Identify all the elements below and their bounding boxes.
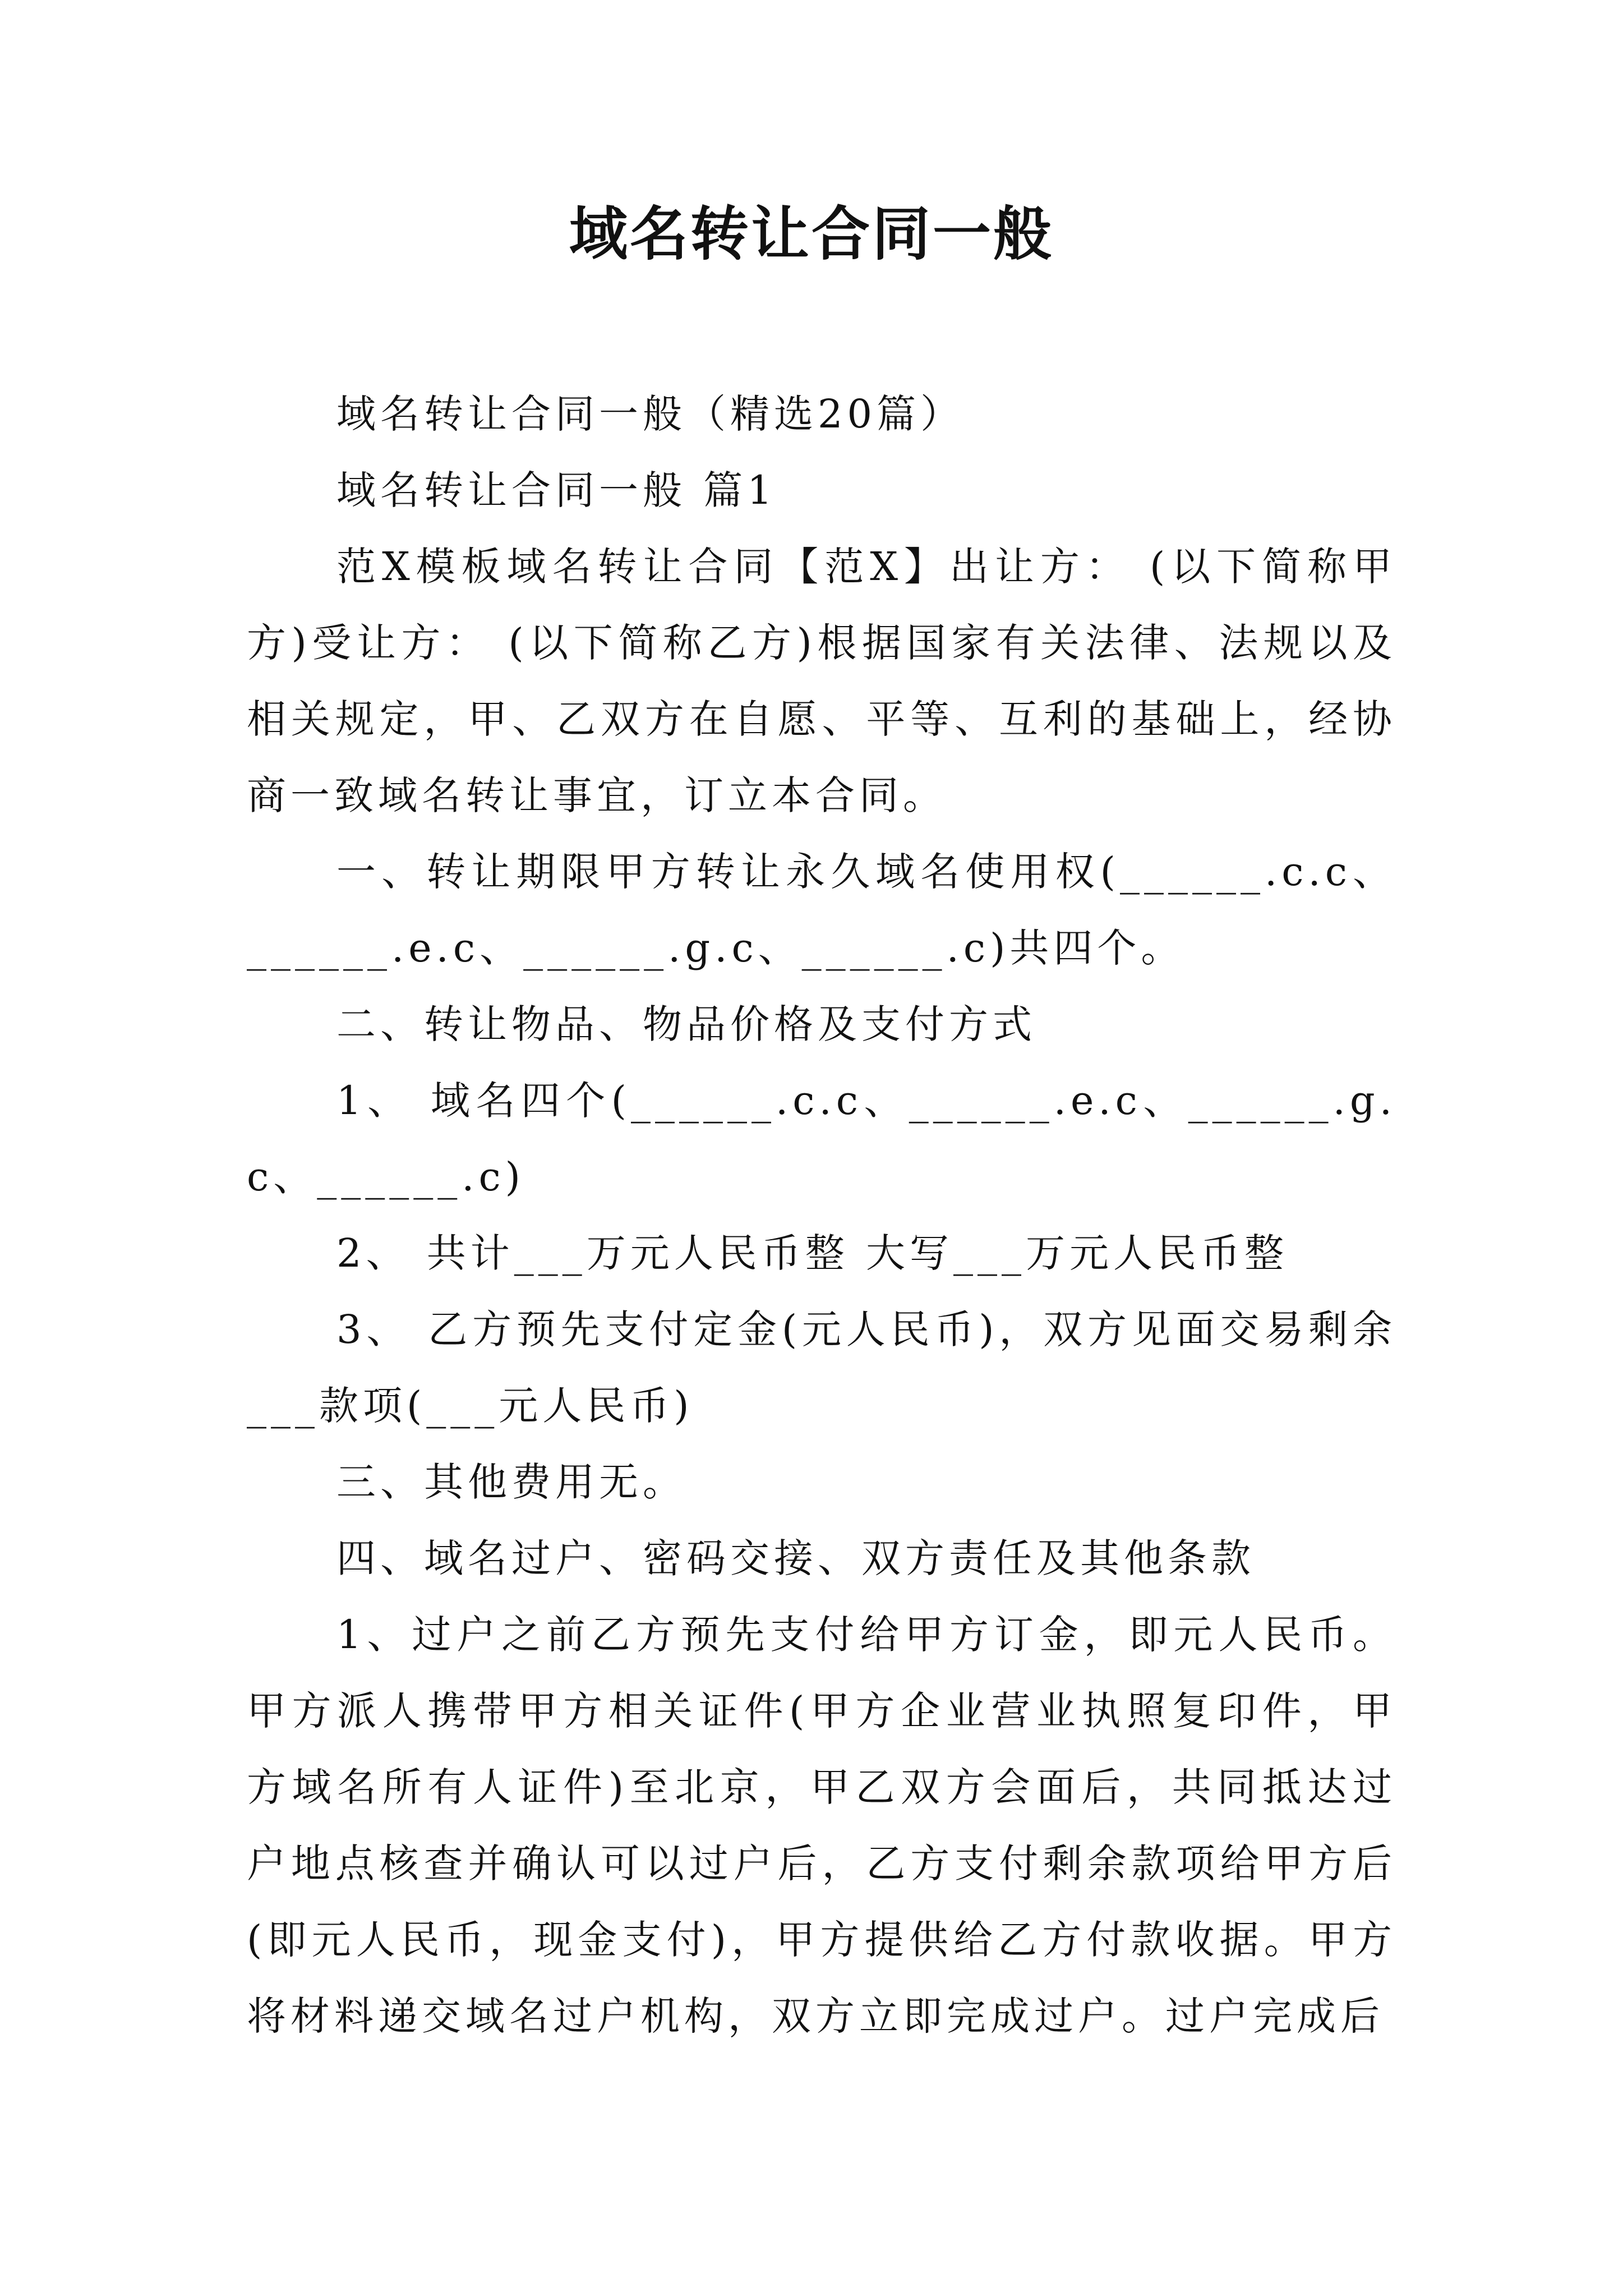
- paragraph-preamble: 范X模板域名转让合同【范X】出让方： (以下简称甲方)受让方： (以下简称乙方)根据国家有关法律、法规以及相关规定，甲、乙双方在自愿、平等、互利的基础上，经协商一致域名转让事宜，订立本合同。: [247, 544, 1396, 818]
- paragraph-section-heading: 域名转让合同一般 篇1: [336, 467, 777, 513]
- paragraph-clause-3: 三、其他费用无。: [336, 1459, 686, 1505]
- paragraph-clause-2-item-2: 2、 共计___万元人民币整 大写___万元人民币整: [336, 1230, 1289, 1276]
- paragraph-clause-4-item-1: 1、过户之前乙方预先支付给甲方订金，即元人民币。甲方派人携带甲方相关证件(甲方企业营业执照复印件，甲方域名所有人证件)至北京，甲乙双方会面后，共同抵达过户地点核查并确认可以过户后，乙方支付剩余款项给甲方后(即元人民币，现金支付)，甲方提供给乙方付款收据。甲方将材料递交域名过户机构，双方立即完成过户。过户完成后: [247, 1612, 1396, 2039]
- document-body: [247, 376, 1396, 2054]
- paragraph-clause-1: 一、转让期限甲方转让永久域名使用权(______.c.c、______.e.c、______.g.c、______.c)共四个。: [247, 849, 1396, 971]
- paragraph-clause-2-item-3: 3、 乙方预先支付定金(元人民币)，双方见面交易剩余___款项(___元人民币): [247, 1306, 1396, 1429]
- paragraph-clause-2-item-1: 1、 域名四个(______.c.c、______.e.c、______.g.c、______.c): [247, 1078, 1396, 1200]
- paragraph-clause-2: 二、转让物品、物品价格及支付方式: [336, 1001, 1036, 1047]
- paragraph-subtitle: 域名转让合同一般（精选20篇）: [336, 391, 965, 437]
- document-title: 域名转让合同一般: [569, 199, 1054, 268]
- paragraph-clause-4: 四、域名过户、密码交接、双方责任及其他条款: [336, 1535, 1255, 1581]
